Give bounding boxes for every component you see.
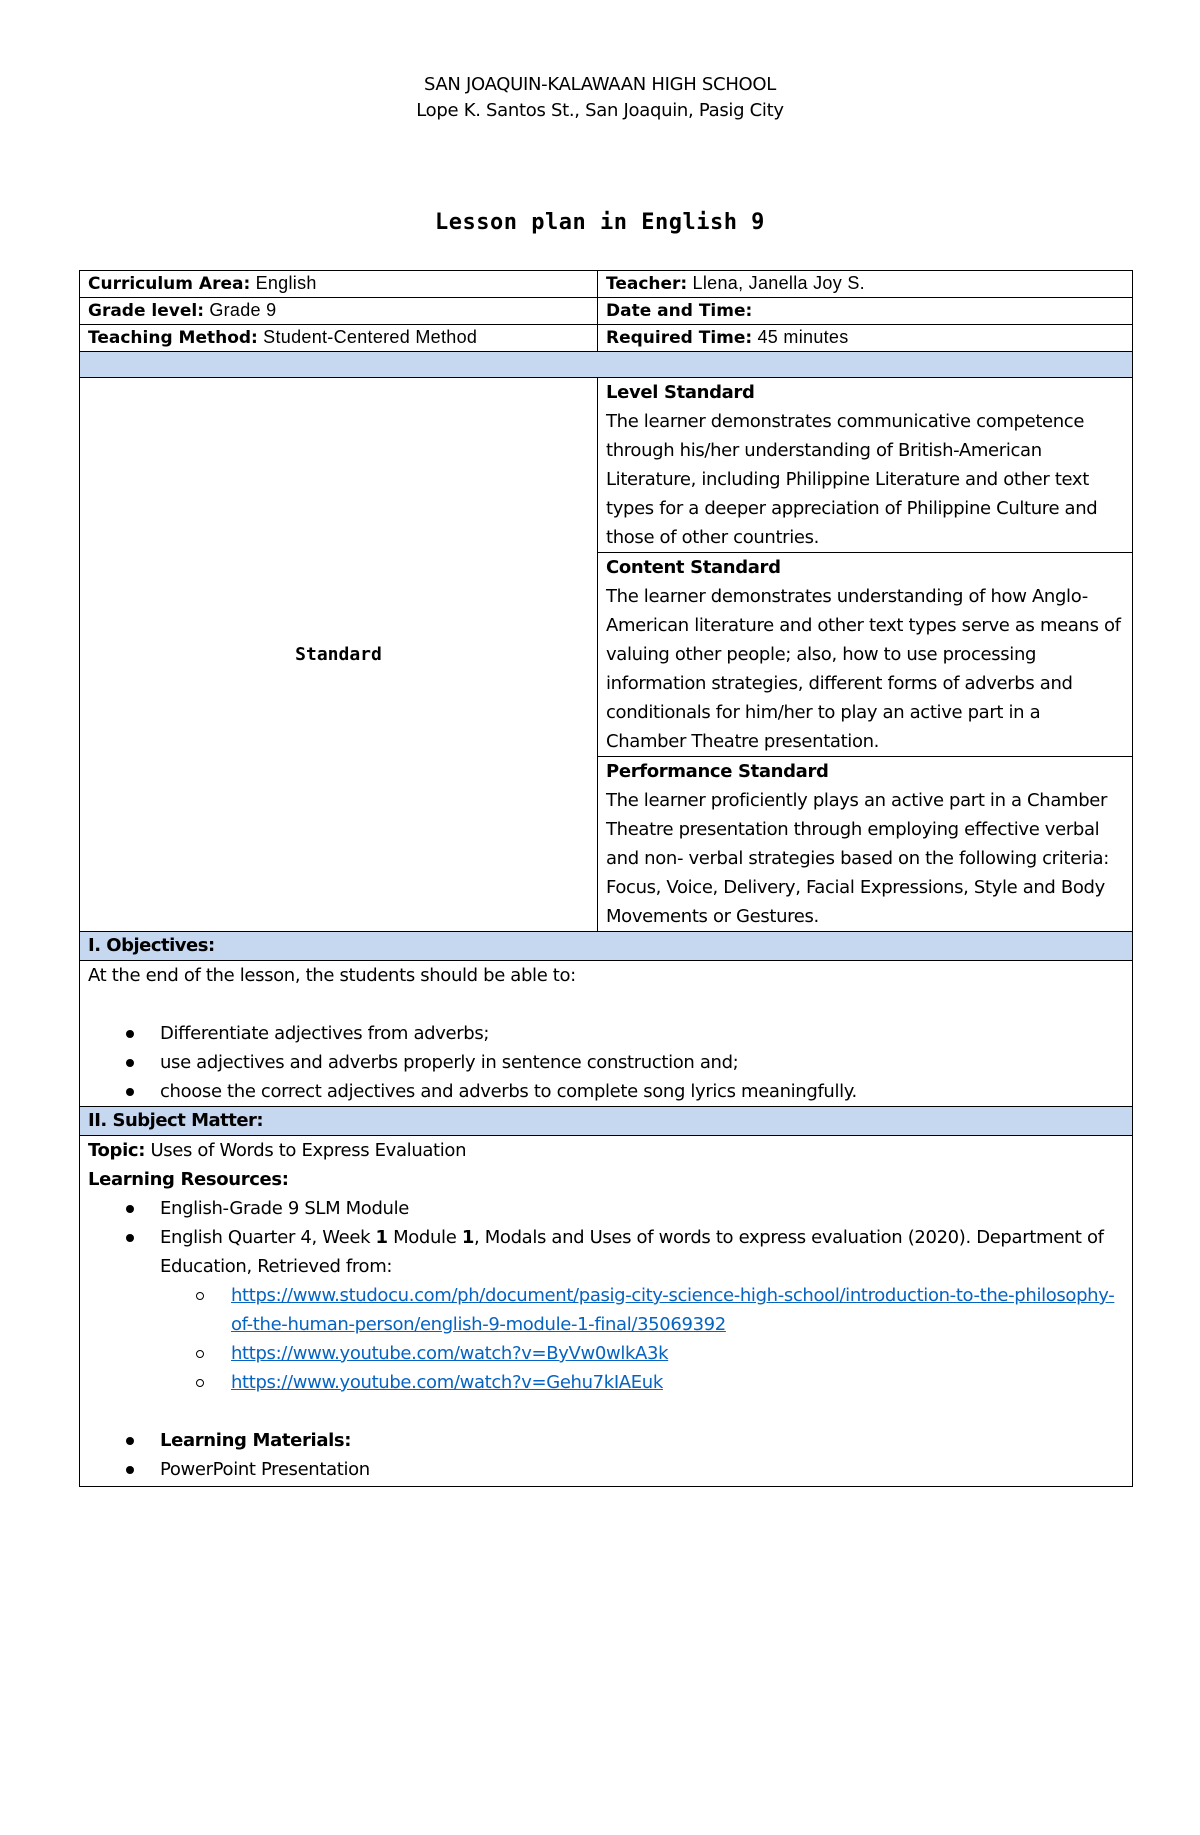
- info-row-3: [80, 325, 1133, 352]
- performance-standard-text: The learner proficiently plays an active part in a Chamber Theatre presentation through employing effective verbal and non- verbal strategies based on the following criteria: Focus, Voice, Delivery, Facial Expressions, Style and Body Movements or Gestures.: [606, 790, 1109, 927]
- list-item: [88, 1339, 1124, 1368]
- objectives-list: [88, 1019, 1124, 1106]
- standard-label: Standard: [80, 378, 598, 932]
- youtube-link-2[interactable]: https://www.youtube.com/watch?v=Gehu7kIAEuk: [231, 1372, 663, 1393]
- date-time-cell: Date and Time:: [598, 298, 1133, 325]
- list-item: [88, 1281, 1124, 1339]
- info-row-2: [80, 298, 1133, 325]
- objectives-cell: [80, 961, 1133, 1107]
- list-item: choose the correct adjectives and adverbs to complete song lyrics meaningfully.: [88, 1077, 1124, 1106]
- topic-value: Uses of Words to Express Evaluation: [145, 1140, 467, 1161]
- objectives-heading: I. Objectives:: [80, 932, 1133, 961]
- resources-list: [88, 1194, 1124, 1281]
- school-address: Lope K. Santos St., San Joaquin, Pasig City: [416, 100, 784, 121]
- content-standard-heading: Content Standard: [606, 557, 781, 578]
- list-item: English-Grade 9 SLM Module: [88, 1194, 1124, 1223]
- document-title: Lesson plan in English 9: [435, 210, 765, 235]
- teaching-method-cell: Teaching Method: Student-Centered Method: [80, 325, 598, 352]
- performance-standard-heading: Performance Standard: [606, 761, 829, 782]
- list-item: PowerPoint Presentation: [88, 1455, 1124, 1484]
- required-time-cell: Required Time: 45 minutes: [598, 325, 1133, 352]
- list-item: Learning Materials:: [88, 1426, 1124, 1455]
- level-standard-heading: Level Standard: [606, 382, 755, 403]
- grade-level-cell: Grade level: Grade 9: [80, 298, 598, 325]
- level-standard-text: The learner demonstrates communicative competence through his/her understanding of British-American Literature, including Philippine Literature and other text types for a deeper appreciation of Philippine Culture and those of other countries.: [606, 411, 1098, 548]
- teacher-cell: Teacher: Llena, Janella Joy S.: [598, 271, 1133, 298]
- studocu-link[interactable]: https://www.studocu.com/ph/document/pasig-city-science-high-school/introduction-to-the-philosophy-of-the-human-person/english-9-module-1-final/35069392: [231, 1285, 1115, 1335]
- list-item: Differentiate adjectives from adverbs;: [88, 1019, 1124, 1048]
- subject-matter-cell: [80, 1136, 1133, 1487]
- materials-list: [88, 1426, 1124, 1484]
- performance-standard-cell: [598, 757, 1133, 932]
- objectives-row: [80, 961, 1133, 1107]
- topic-label: Topic:: [88, 1140, 146, 1161]
- school-header: [0, 72, 1200, 124]
- subject-matter-heading: II. Subject Matter:: [80, 1107, 1133, 1136]
- lesson-plan-table: [79, 270, 1133, 1487]
- youtube-link-1[interactable]: https://www.youtube.com/watch?v=ByVw0wlkA3k: [231, 1343, 669, 1364]
- subject-matter-row: [80, 1136, 1133, 1487]
- links-list: [88, 1281, 1124, 1397]
- list-item: English Quarter 4, Week 1 Module 1, Modals and Uses of words to express evaluation (2020). Department of Education, Retrieved from:: [88, 1223, 1124, 1281]
- level-standard-cell: [598, 378, 1133, 553]
- level-standard-row: [80, 378, 1133, 553]
- list-item: [88, 1368, 1124, 1397]
- school-name: SAN JOAQUIN-KALAWAAN HIGH SCHOOL: [423, 74, 777, 95]
- resources-label: Learning Resources:: [88, 1169, 289, 1190]
- objectives-intro: At the end of the lesson, the students should be able to:: [88, 965, 576, 986]
- topic-line: [88, 1136, 1124, 1165]
- content-standard-text: The learner demonstrates understanding of how Anglo-American literature and other text types serve as means of valuing other people; also, how to use processing information strategies, different forms of adverbs and conditionals for him/her to play an active part in a Chamber Theatre presentation.: [606, 586, 1121, 752]
- list-item: use adjectives and adverbs properly in sentence construction and;: [88, 1048, 1124, 1077]
- subject-matter-heading-row: [80, 1107, 1133, 1136]
- curriculum-area-cell: Curriculum Area: English: [80, 271, 598, 298]
- info-row-1: [80, 271, 1133, 298]
- objectives-heading-row: [80, 932, 1133, 961]
- divider-band: [80, 352, 1133, 378]
- content-standard-cell: [598, 553, 1133, 757]
